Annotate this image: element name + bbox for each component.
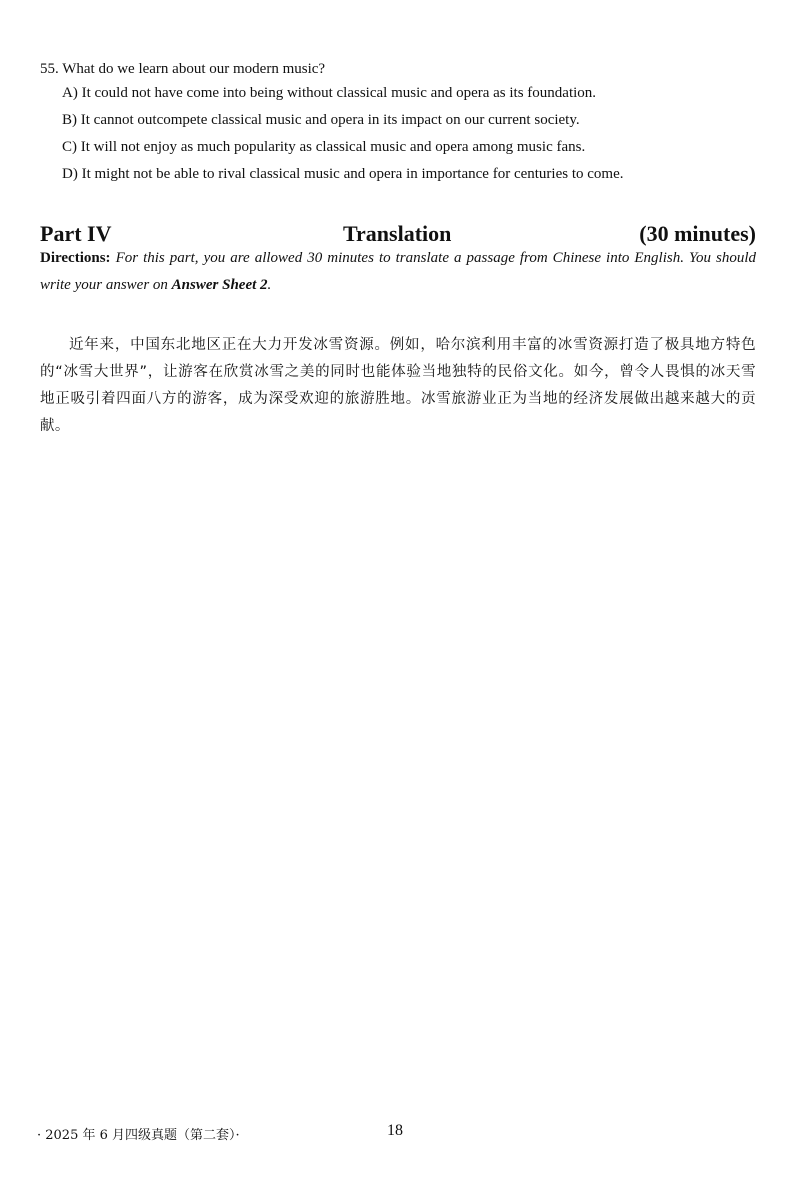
- directions: [40, 245, 756, 299]
- exam-source: · 2025 年 6 月四级真题（第二套）·: [37, 1128, 240, 1143]
- page-footer: [0, 1124, 800, 1144]
- option-d: D) It might not be able to rival classical music and opera in importance for centuries to come.: [62, 166, 624, 182]
- question-stem: 55. What do we learn about our modern music?: [40, 61, 326, 77]
- directions-text: For this part, you are allowed 30 minutes to translate a passage from Chinese into English. You should write your answer on: [40, 250, 756, 293]
- part-title: Translation: [343, 221, 452, 246]
- page-number: 18: [387, 1122, 403, 1139]
- directions-label: Directions:: [40, 250, 111, 266]
- part-number: Part IV: [40, 221, 112, 246]
- translation-passage: 近年来，中国东北地区正在大力开发冰雪资源。例如，哈尔滨利用丰富的冰雪资源打造了极具地方特色的“冰雪大世界”，让游客在欣赏冰雪之美的同时也能体验当地独特的民俗文化。如今，曾令人畏惧的冰天雪地正吸引着四面八方的游客，成为深受欢迎的旅游胜地。冰雪旅游业正为当地的经济发展做出越来越大的贡献。: [40, 336, 756, 434]
- option-a: A) It could not have come into being without classical music and opera as its foundation.: [62, 85, 597, 101]
- question-55: [40, 58, 760, 188]
- part-time-limit: (30 minutes): [639, 221, 756, 246]
- answer-sheet-ref: Answer Sheet 2: [171, 277, 268, 293]
- directions-end: .: [267, 277, 272, 293]
- answer-options: [40, 80, 760, 188]
- option-b: B) It cannot outcompete classical music and opera in its impact on our current society.: [62, 112, 580, 128]
- option-c: C) It will not enjoy as much popularity as classical music and opera among music fans.: [62, 139, 586, 155]
